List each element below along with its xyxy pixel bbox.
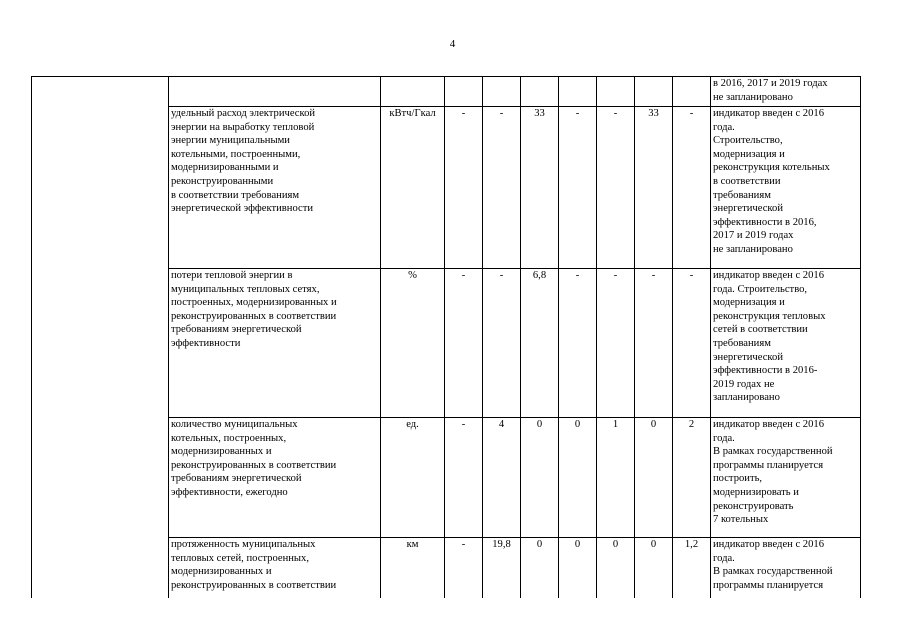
unit-cell: ед. (381, 418, 445, 538)
note-cell: индикатор введен с 2016 года. В рамках государственной программы планируется (711, 538, 861, 598)
value-cell (445, 77, 483, 107)
value-cell: - (635, 269, 673, 418)
value-cell: - (483, 107, 521, 269)
unit-cell: кВтч/Гкал (381, 107, 445, 269)
value-cell: - (597, 269, 635, 418)
value-cell: 0 (635, 418, 673, 538)
value-cell: 0 (597, 538, 635, 598)
page-number: 4 (449, 38, 456, 50)
unit-cell: км (381, 538, 445, 598)
value-cell: 0 (559, 538, 597, 598)
program-cell (32, 77, 169, 598)
value-cell: 4 (483, 418, 521, 538)
note-cell: индикатор введен с 2016 года. В рамках государственной программы планируется построить, модернизировать и реконструировать 7 котельных (711, 418, 861, 538)
value-cell: - (597, 107, 635, 269)
value-cell: 33 (521, 107, 559, 269)
value-cell: - (483, 269, 521, 418)
indicator-name: потери тепловой энергии в муниципальных тепловых сетях, построенных, модернизированных и реконструированных в соответствии требованиям энергетической эффективности (169, 269, 381, 418)
note-cell: индикатор введен с 2016 года. Строительство, модернизация и реконструкция котельных в соответствии требованиям энергетической эффективности в 2016, 2017 и 2019 годах не запланировано (711, 107, 861, 269)
value-cell: 1 (597, 418, 635, 538)
value-cell: 0 (635, 538, 673, 598)
value-cell: 2 (673, 418, 711, 538)
unit-cell: % (381, 269, 445, 418)
value-cell (597, 77, 635, 107)
value-cell: - (673, 269, 711, 418)
value-cell: - (559, 269, 597, 418)
indicators-table (31, 76, 861, 598)
value-cell (635, 77, 673, 107)
value-cell: 19,8 (483, 538, 521, 598)
value-cell: - (445, 538, 483, 598)
value-cell: - (673, 107, 711, 269)
value-cell: 0 (559, 418, 597, 538)
value-cell (673, 77, 711, 107)
value-cell: - (445, 107, 483, 269)
value-cell: - (445, 269, 483, 418)
value-cell: 0 (521, 418, 559, 538)
value-cell: - (445, 418, 483, 538)
value-cell: 1,2 (673, 538, 711, 598)
table-row (32, 77, 861, 107)
value-cell (483, 77, 521, 107)
indicator-name: протяженность муниципальных тепловых сетей, построенных, модернизированных и реконструированных в соответствии (169, 538, 381, 598)
indicator-name: удельный расход электрической энергии на выработку тепловой энергии муниципальными котельными, построенными, модернизированными и реконструированными в соответствии требованиям энергетической эффективности (169, 107, 381, 269)
unit-cell (381, 77, 445, 107)
value-cell: - (559, 107, 597, 269)
value-cell: 33 (635, 107, 673, 269)
value-cell (521, 77, 559, 107)
value-cell: 6,8 (521, 269, 559, 418)
indicator-name: количество муниципальных котельных, построенных, модернизированных и реконструированных в соответствии требованиям энергетической эффективности, ежегодно (169, 418, 381, 538)
note-cell: индикатор введен с 2016 года. Строительство, модернизация и реконструкция тепловых сетей в соответствии требованиям энергетической эффективности в 2016- 2019 годах не запланировано (711, 269, 861, 418)
value-cell: 0 (521, 538, 559, 598)
note-cell: в 2016, 2017 и 2019 годах не запланировано (711, 77, 861, 107)
value-cell (559, 77, 597, 107)
indicator-name (169, 77, 381, 107)
